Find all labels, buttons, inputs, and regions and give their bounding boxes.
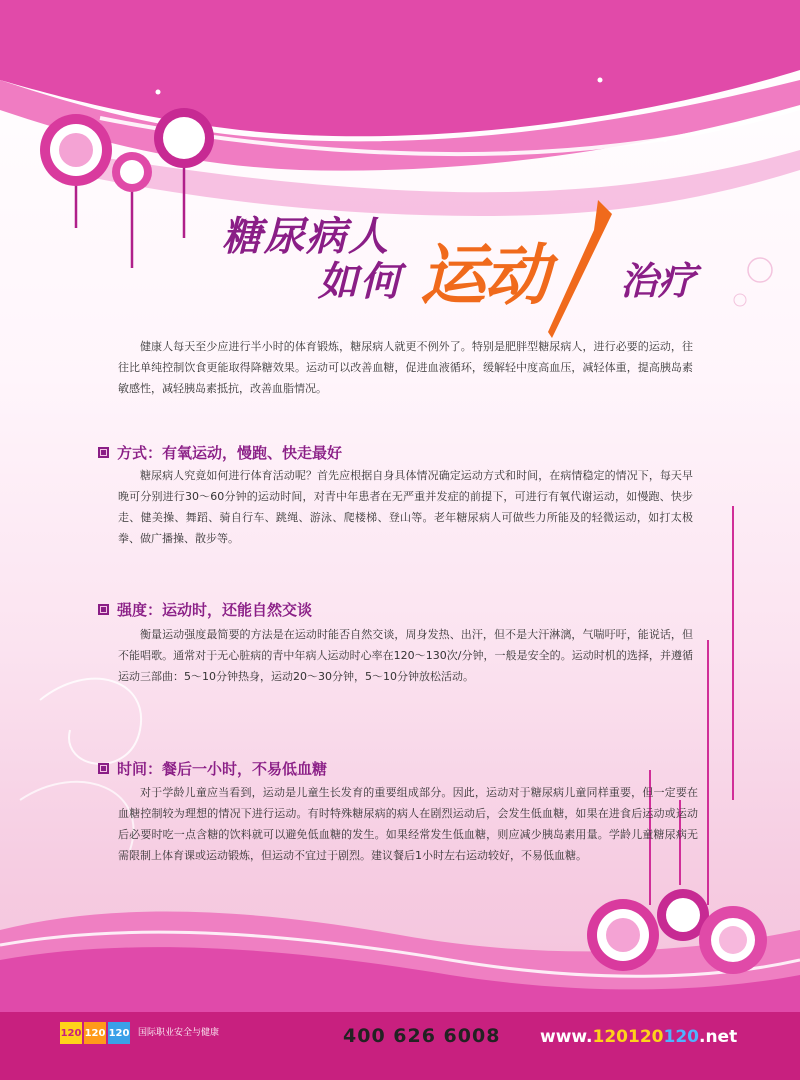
section-heading-text: 强度：运动时，还能自然交谈 xyxy=(117,601,313,619)
swirl xyxy=(20,782,133,850)
url-prefix: www. xyxy=(540,1027,593,1047)
url-part: 120 xyxy=(592,1027,628,1047)
url-suffix: .net xyxy=(699,1027,738,1047)
section-body: 衡量运动强度最简要的方法是在运动时能否自然交谈，周身发热、出汗，但不是大汗淋漓，气喘吁吁，能说话，但不能唱歌。通常对于无心脏病的青中年病人运动时心率在120～130次/分钟，一般是安全的。运动时机的选择，并遵循运动三部曲：5～10分钟热身，运动20～30分钟，5～10分钟放松活动。 xyxy=(118,628,693,683)
lightning-stroke xyxy=(548,200,612,338)
intro-paragraph: 健康人每天至少应进行半小时的体育锻炼，糖尿病人就更不例外了。特别是肥胖型糖尿病人，进行必要的运动，往往比单纯控制饮食更能取得降糖效果。运动可以改善血糖，促进血液循环，缓解轻中度高血压，减轻体重，提高胰岛素敏感性，减轻胰岛素抵抗，改善血脂情况。 xyxy=(118,340,693,395)
title-emphasis: 运动 xyxy=(420,237,548,314)
section-heading xyxy=(98,758,327,779)
deco-circle xyxy=(666,898,700,932)
section-body: 对于学龄儿童应当看到，运动是儿童生长发育的重要组成部分。因此，运动对于糖尿病儿童同样重要，但一定要在血糖控制较为理想的情况下进行运动。有时特殊糖尿病的病人在剧烈运动后，会发生低血糖，如果在进食后运动或运动后必要时吃一点含糖的饮料就可以避免低血糖的发生。如果经常发生低血糖，则应减少胰岛素用量。学龄儿童糖尿病无需限制上体育课或运动锻炼，但运动不宜过于剧烈。建议餐后1小时左右运动较好，不易低血糖。 xyxy=(118,786,698,862)
deco-circle xyxy=(719,926,747,954)
section-heading xyxy=(98,442,342,463)
title-line2: 如何 xyxy=(318,259,402,305)
title-line1: 糖尿病人 xyxy=(222,214,390,260)
square-bullet-icon xyxy=(98,604,109,615)
section-heading-text: 时间：餐后一小时，不易低血糖 xyxy=(117,760,328,778)
square-bullet-icon xyxy=(98,447,109,458)
sparkle xyxy=(156,90,161,95)
deco-circle xyxy=(59,133,93,167)
section-body: 糖尿病人究竟如何进行体育活动呢？首先应根据自身具体情况确定运动方式和时间，在病情稳定的情况下，每天早晚可分别进行30～60分钟的运动时间，对青中年患者在无严重并发症的前提下，可进行有氧代谢运动，如慢跑、快步走、健美操、舞蹈、骑自行车、跳绳、游泳、爬楼梯、登山等。老年糖尿病人可做些力所能及的轻微运动，如打太极拳、做广播操、散步等。 xyxy=(118,469,693,545)
logo-text: 国际职业安全与健康 xyxy=(138,1028,220,1038)
title-line3: 治疗 xyxy=(620,259,697,303)
deco-circle xyxy=(163,117,205,159)
sparkle xyxy=(663,138,667,142)
faint-circle xyxy=(734,294,746,306)
logo-box: 120 xyxy=(84,1022,106,1044)
swirl xyxy=(40,679,141,764)
url-part: 120 xyxy=(628,1027,664,1047)
square-bullet-icon xyxy=(98,763,109,774)
sparkle xyxy=(598,78,603,83)
footer-logo xyxy=(60,1022,219,1044)
section-heading-text: 方式：有氧运动，慢跑、快走最好 xyxy=(117,444,343,462)
deco-circle xyxy=(120,160,144,184)
logo-box: 120 xyxy=(108,1022,130,1044)
section-heading xyxy=(98,599,312,620)
deco-circle xyxy=(606,918,640,952)
hotline-number: 400 626 6008 xyxy=(343,1025,501,1047)
faint-circle xyxy=(748,258,772,282)
logo-box: 120 xyxy=(60,1022,82,1044)
url-part: 120 xyxy=(663,1027,699,1047)
website-url xyxy=(540,1027,737,1047)
